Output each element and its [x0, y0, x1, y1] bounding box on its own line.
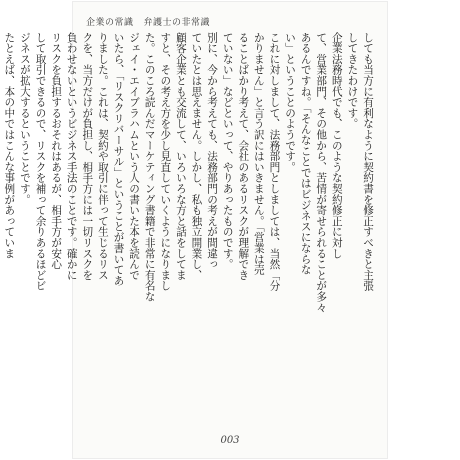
running-header — [86, 15, 210, 28]
page-number: 003 — [220, 435, 240, 446]
header-right: 弁護士の非常識 — [143, 18, 211, 28]
text-line: ていない」などといって、やりあったものです。 — [221, 32, 234, 270]
text-line: た。このころ読んだマーケティング書籍で非常に有名な — [143, 32, 156, 302]
book-page — [3, 2, 387, 458]
header-left: 企業の常識 — [86, 18, 134, 28]
text-line: ていたとは思えません。しかし、私も独立開業し、 — [190, 32, 203, 281]
text-line: リスクを負担するおそれはあるが、相手方が安心 — [50, 32, 63, 270]
text-line: かりません」と言う訳にはいきません。「営業は売 — [252, 32, 265, 276]
text-line: いたら、「リスクリバーサル」ということが書いてあ — [112, 32, 125, 286]
text-line: これに対しまして、法務部門としましては、当然「分 — [268, 32, 281, 292]
text-line: して取引できるので、リスクを補って余りあるほどビ — [34, 32, 47, 292]
text-line: 別に、今から考えても、法務部門の考えが間違っ — [206, 32, 219, 270]
text-line: い」ということのようです。 — [284, 32, 297, 173]
text-line: 企業法務時代でも、このような契約修正に対し — [330, 32, 343, 259]
text-line: て、営業部門、その他から、苦情が寄せられることが多々 — [315, 32, 328, 313]
text-line: ジネスが拡大するということです。 — [18, 32, 31, 205]
text-line: りました。これは、契約や取引に伴って生じるリス — [96, 32, 109, 281]
text-line: すと、その考え方を少し見直していくようになりまし — [159, 32, 172, 292]
text-line: してきたわけです。 — [346, 32, 359, 130]
text-line: あるんですね。「そんなことではビジネスにならな — [299, 32, 312, 276]
text-line: 負わせないというビジネス手法のことです。確かに — [65, 32, 78, 281]
text-line: ることばかり考えて、会社のあるリスクが理解でき — [237, 32, 250, 281]
text-line: しても当方に有利なように契約書を修正すべきと主張 — [362, 32, 374, 292]
text-line: ジェイ・エイブラハムという人の書いた本を読んで — [128, 32, 141, 281]
text-line: 顧客企業とも交流して、いろいろな方と話をしてま — [174, 32, 187, 281]
text-line: たとえば、本の中ではこんな事例があっていま — [3, 32, 16, 259]
vertical-body-text — [3, 32, 375, 430]
text-line: クを、当方だけが負担し、相手方には一切リスクを — [81, 32, 94, 281]
